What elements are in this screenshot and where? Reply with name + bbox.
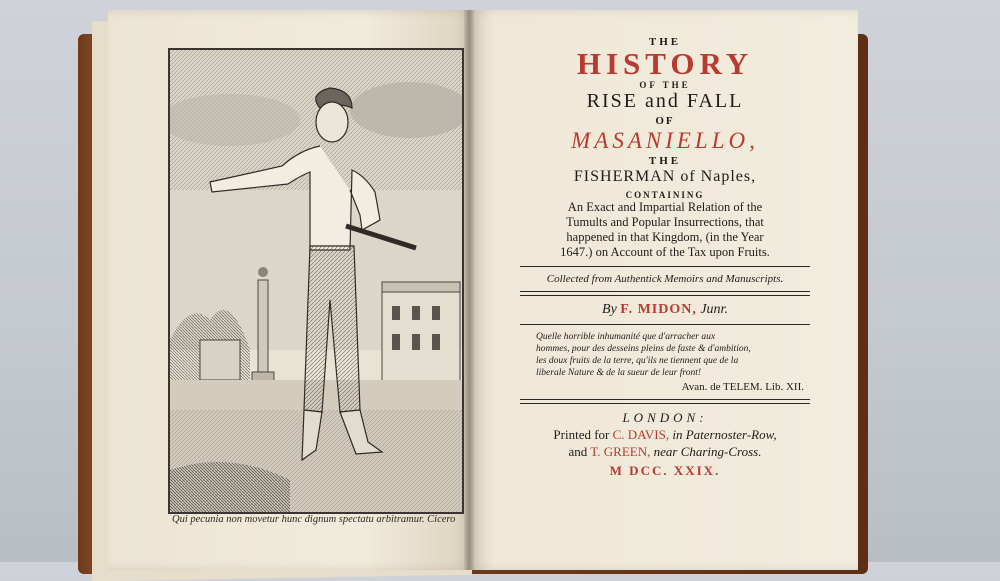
double-rule <box>520 291 810 296</box>
description-line: happened in that Kingdom, (in the Year <box>566 230 764 244</box>
imprint-date: M DCC. XXIX. <box>609 463 721 478</box>
title-the: THE <box>648 36 682 48</box>
title-of: OF <box>655 115 675 127</box>
by-prefix: By <box>602 302 617 317</box>
divider-rule <box>520 266 810 267</box>
title-the-2: THE <box>648 155 682 167</box>
collected-line: Collected from Authentick Memoirs and Manuscripts. <box>546 273 784 285</box>
printer-text: and <box>568 444 588 459</box>
printer-address: near Charing-Cross. <box>653 444 762 459</box>
printer-name: C. DAVIS, <box>612 427 670 442</box>
engraving-illustration <box>170 50 462 512</box>
title-containing: CONTAINING <box>625 190 705 200</box>
author-line <box>480 302 850 318</box>
quote-attribution: Avan. de TELEM. Lib. XII. <box>681 381 804 393</box>
printer-text: Printed for <box>553 427 610 442</box>
frontispiece-engraving <box>168 48 464 514</box>
printer-line-2 <box>480 443 850 460</box>
printer-line-1 <box>480 426 850 443</box>
description-line: 1647.) on Account of the Tax upon Fruits. <box>560 245 770 259</box>
double-rule-2 <box>520 399 810 404</box>
quote-line: liberale Nature & de la sueur de leur front! <box>536 368 701 378</box>
description-line: Tumults and Popular Insurrections, that <box>566 215 764 229</box>
book-gutter <box>464 10 474 570</box>
author-name: F. MIDON, <box>620 302 697 317</box>
imprint-city: LONDON: <box>622 410 708 425</box>
title-masaniello: MASANIELLO, <box>571 128 759 153</box>
title-history: HISTORY <box>576 46 754 81</box>
frontispiece-caption: Qui pecunia non movetur hunc dignum spectatu arbitramur. Cicero <box>172 514 456 525</box>
title-page <box>480 30 850 479</box>
description-line: An Exact and Impartial Relation of the <box>567 200 763 214</box>
author-suffix: Junr. <box>700 302 728 317</box>
title-of-the: OF THE <box>639 80 691 90</box>
printer-name: T. GREEN, <box>590 444 651 459</box>
printer-address: in Paternoster-Row, <box>672 427 777 442</box>
quote-line: Quelle horrible inhumanité que d'arracher aux <box>536 332 716 342</box>
quote-line: les doux fruits de la terre, qu'ils ne tiennent que de la <box>536 356 739 366</box>
villa-building <box>382 282 460 382</box>
quote-line: hommes, pour des desseins pleins de faste & d'ambition, <box>536 344 751 354</box>
divider-rule-2 <box>520 324 810 325</box>
title-fisherman: FISHERMAN of Naples, <box>573 168 757 185</box>
title-rise-and-fall: RISE and FALL <box>586 90 744 112</box>
